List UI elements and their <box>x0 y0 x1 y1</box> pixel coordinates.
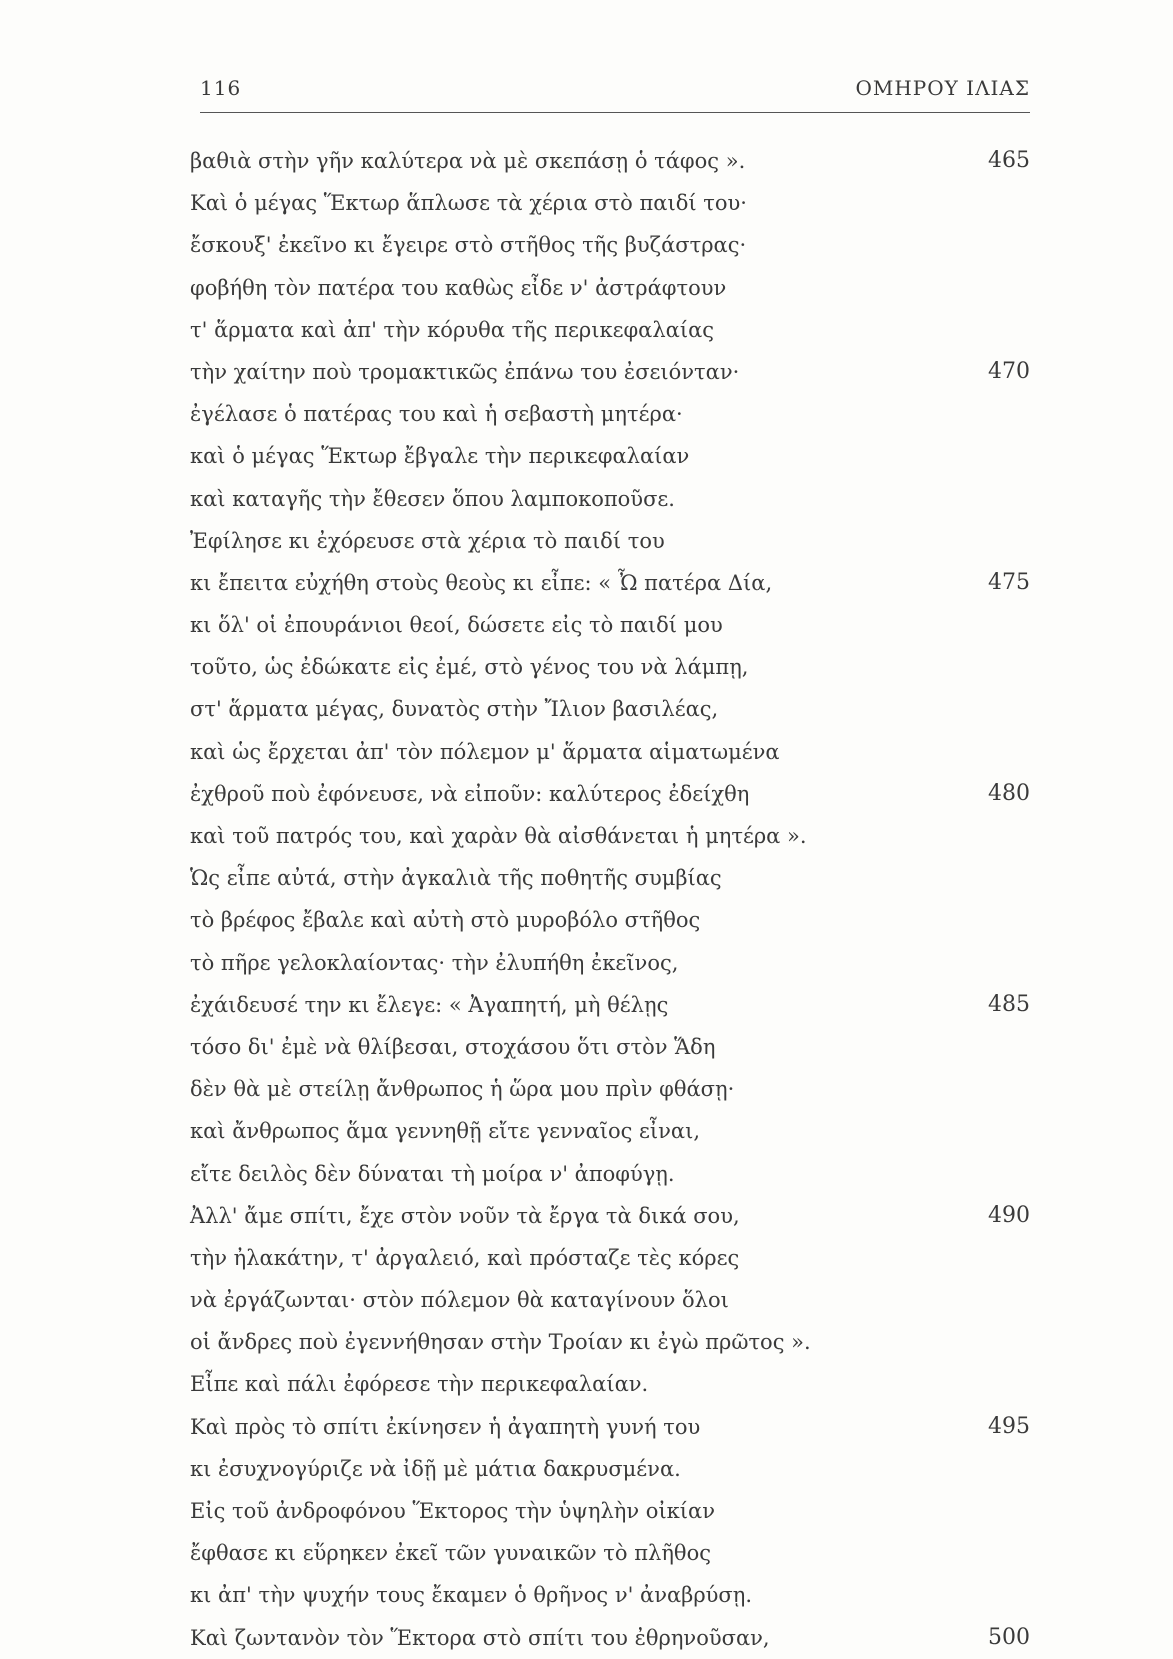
verse-text: κι ἀπ' τὴν ψυχήν τους ἔκαμεν ὁ θρῆνος ν' ἀναβρύσῃ. <box>190 1583 753 1608</box>
verse-text: τὴν χαίτην ποὺ τρομακτικῶς ἐπάνω του ἐσειόνταν· <box>190 359 740 384</box>
verse-text: καὶ τοῦ πατρός του, καὶ χαρὰν θὰ αἰσθάνεται ἡ μητέρα ». <box>190 824 807 848</box>
verse-line <box>190 520 1030 562</box>
verse-text: ἔσκουξ' ἐκεῖνο κι ἔγειρε στὸ στῆθος τῆς βυζάστρας· <box>190 233 747 258</box>
verse-line <box>190 984 1030 1026</box>
line-number: 480 <box>988 780 1030 806</box>
verse-line <box>190 646 1030 688</box>
verse-line <box>190 309 1030 351</box>
verse-text: βαθιὰ στὴν γῆν καλύτερα νὰ μὲ σκεπάσῃ ὁ τάφος ». <box>190 149 746 173</box>
verse-text: καὶ ὡς ἔρχεται ἀπ' τὸν πόλεμον μ' ἅρματα αἱματωμένα <box>190 739 780 764</box>
verse-line <box>190 182 1030 224</box>
verse-line <box>190 1195 1030 1237</box>
verse-line <box>190 1406 1030 1448</box>
line-number: 495 <box>988 1413 1030 1439</box>
verse-line <box>190 731 1030 773</box>
verse-text: τ' ἅρματα καὶ ἀπ' τὴν κόρυθα τῆς περικεφαλαίας <box>190 317 715 342</box>
verse-text: ἔφθασε κι εὕρηκεν ἐκεῖ τῶν γυναικῶν τὸ πλῆθος <box>190 1541 711 1566</box>
line-number: 500 <box>988 1624 1030 1650</box>
page-number: 116 <box>200 76 242 100</box>
verse-text: κι ἔπειτα εὐχήθη στοὺς θεοὺς κι εἶπε: « Ὦ πατέρα Δία, <box>190 570 773 595</box>
verse-text: τὸ πῆρε γελοκλαίοντας· τὴν ἐλυπήθη ἐκεῖνος, <box>190 950 679 975</box>
verse-text: τόσο δι' ἐμὲ νὰ θλίβεσαι, στοχάσου ὅτι στὸν Ἅδη <box>190 1034 716 1059</box>
verse-text: Ἀλλ' ἄμε σπίτι, ἔχε στὸν νοῦν τὰ ἔργα τὰ δικά σου, <box>190 1203 740 1228</box>
verse-line <box>190 1490 1030 1532</box>
verse-text: Ἐφίλησε κι ἐχόρευσε στὰ χέρια τὸ παιδί του <box>190 528 665 553</box>
verse-line <box>190 1617 1030 1659</box>
verse-line <box>190 857 1030 899</box>
line-number: 470 <box>988 358 1030 384</box>
verse-line <box>190 1110 1030 1152</box>
verse-line <box>190 688 1030 730</box>
verse-line <box>190 604 1030 646</box>
verse-text: νὰ ἐργάζωνται· στὸν πόλεμον θὰ καταγίνουν ὅλοι <box>190 1288 729 1313</box>
verse-text: τὸ βρέφος ἔβαλε καὶ αὐτὴ στὸ μυροβόλο στῆθος <box>190 908 701 933</box>
header-rule <box>200 112 1030 113</box>
line-number: 490 <box>988 1202 1030 1228</box>
verse-line <box>190 1068 1030 1110</box>
verse-text: ἐγέλασε ὁ πατέρας του καὶ ἡ σεβαστὴ μητέρα· <box>190 402 683 427</box>
verse-line <box>190 1153 1030 1195</box>
verse-text: τοῦτο, ὡς ἐδώκατε εἰς ἐμέ, στὸ γένος του νὰ λάμπῃ, <box>190 655 749 680</box>
verse-text: οἱ ἄνδρες ποὺ ἐγεννήθησαν στὴν Τροίαν κι ἐγὼ πρῶτος ». <box>190 1330 811 1355</box>
verse-text: δὲν θὰ μὲ στείλῃ ἄνθρωπος ἡ ὥρα μου πρὶν φθάσῃ· <box>190 1077 735 1102</box>
verse-line <box>190 899 1030 941</box>
verse-text: Ὡς εἶπε αὐτά, στὴν ἀγκαλιὰ τῆς ποθητῆς συμβίας <box>190 866 722 891</box>
verse-text: καὶ ὁ μέγας Ἕκτωρ ἔβγαλε τὴν περικεφαλαίαν <box>190 444 690 469</box>
verse-text: Εἶπε καὶ πάλι ἐφόρεσε τὴν περικεφαλαίαν. <box>190 1372 649 1397</box>
verse-text: στ' ἅρματα μέγας, δυνατὸς στὴν Ἴλιον βασιλέας, <box>190 697 719 722</box>
verse-text: ἐχθροῦ ποὺ ἐφόνευσε, νὰ εἰποῦν: καλύτερος ἐδείχθη <box>190 781 750 806</box>
verse-text: ἐχάιδευσέ την κι ἔλεγε: « Ἀγαπητή, μὴ θέλῃς <box>190 992 669 1017</box>
verse-line <box>190 267 1030 309</box>
line-number: 465 <box>988 148 1030 173</box>
verse-line <box>190 773 1030 815</box>
verse-line <box>190 1026 1030 1068</box>
verse-text: καὶ καταγῆς τὴν ἔθεσεν ὅπου λαμποκοποῦσε. <box>190 486 675 511</box>
verse-line <box>190 1448 1030 1490</box>
verse-line <box>190 1363 1030 1405</box>
verse-line <box>190 1532 1030 1574</box>
line-number: 485 <box>988 991 1030 1017</box>
verse-text: Καὶ ὁ μέγας Ἕκτωρ ἅπλωσε τὰ χέρια στὸ παιδί του· <box>190 191 747 216</box>
verse-text: Καὶ ζωντανὸν τὸν Ἕκτορα στὸ σπίτι του ἐθρηνοῦσαν, <box>190 1625 770 1650</box>
verse-text: καὶ ἄνθρωπος ἅμα γεννηθῇ εἴτε γενναῖος εἶναι, <box>190 1119 700 1144</box>
verse-line <box>190 562 1030 604</box>
verse-line <box>190 393 1030 435</box>
running-title: ΟΜΗΡΟΥ ΙΛΙΑΣ <box>855 76 1030 100</box>
verse-text: Καὶ πρὸς τὸ σπίτι ἐκίνησεν ἡ ἀγαπητὴ γυνή του <box>190 1414 701 1439</box>
verse-text: φοβήθη τὸν πατέρα του καθὼς εἶδε ν' ἀστράφτουν <box>190 275 727 300</box>
line-number: 475 <box>988 569 1030 595</box>
verse-line <box>190 224 1030 266</box>
verse-line <box>190 351 1030 393</box>
verse-text: κι ὅλ' οἱ ἐπουράνιοι θεοί, δώσετε εἰς τὸ παιδί μου <box>190 613 723 638</box>
verse-text: Εἰς τοῦ ἀνδροφόνου Ἕκτορος τὴν ὑψηλὴν οἰκίαν <box>190 1499 715 1523</box>
page-header <box>200 70 1030 110</box>
verse-line <box>190 478 1030 520</box>
verse-text: κι ἐσυχνογύριζε νὰ ἰδῇ μὲ μάτια δακρυσμένα. <box>190 1456 681 1481</box>
verse-block <box>190 140 1030 1659</box>
verse-line <box>190 1321 1030 1363</box>
verse-text: εἴτε δειλὸς δὲν δύναται τὴ μοίρα ν' ἀποφύγῃ. <box>190 1161 675 1186</box>
verse-line <box>190 435 1030 477</box>
verse-line <box>190 1279 1030 1321</box>
verse-line <box>190 942 1030 984</box>
verse-text: τὴν ἠλακάτην, τ' ἀργαλειό, καὶ πρόσταζε τὲς κόρες <box>190 1245 740 1270</box>
verse-line <box>190 140 1030 182</box>
verse-line <box>190 815 1030 857</box>
verse-line <box>190 1574 1030 1616</box>
verse-line <box>190 1237 1030 1279</box>
